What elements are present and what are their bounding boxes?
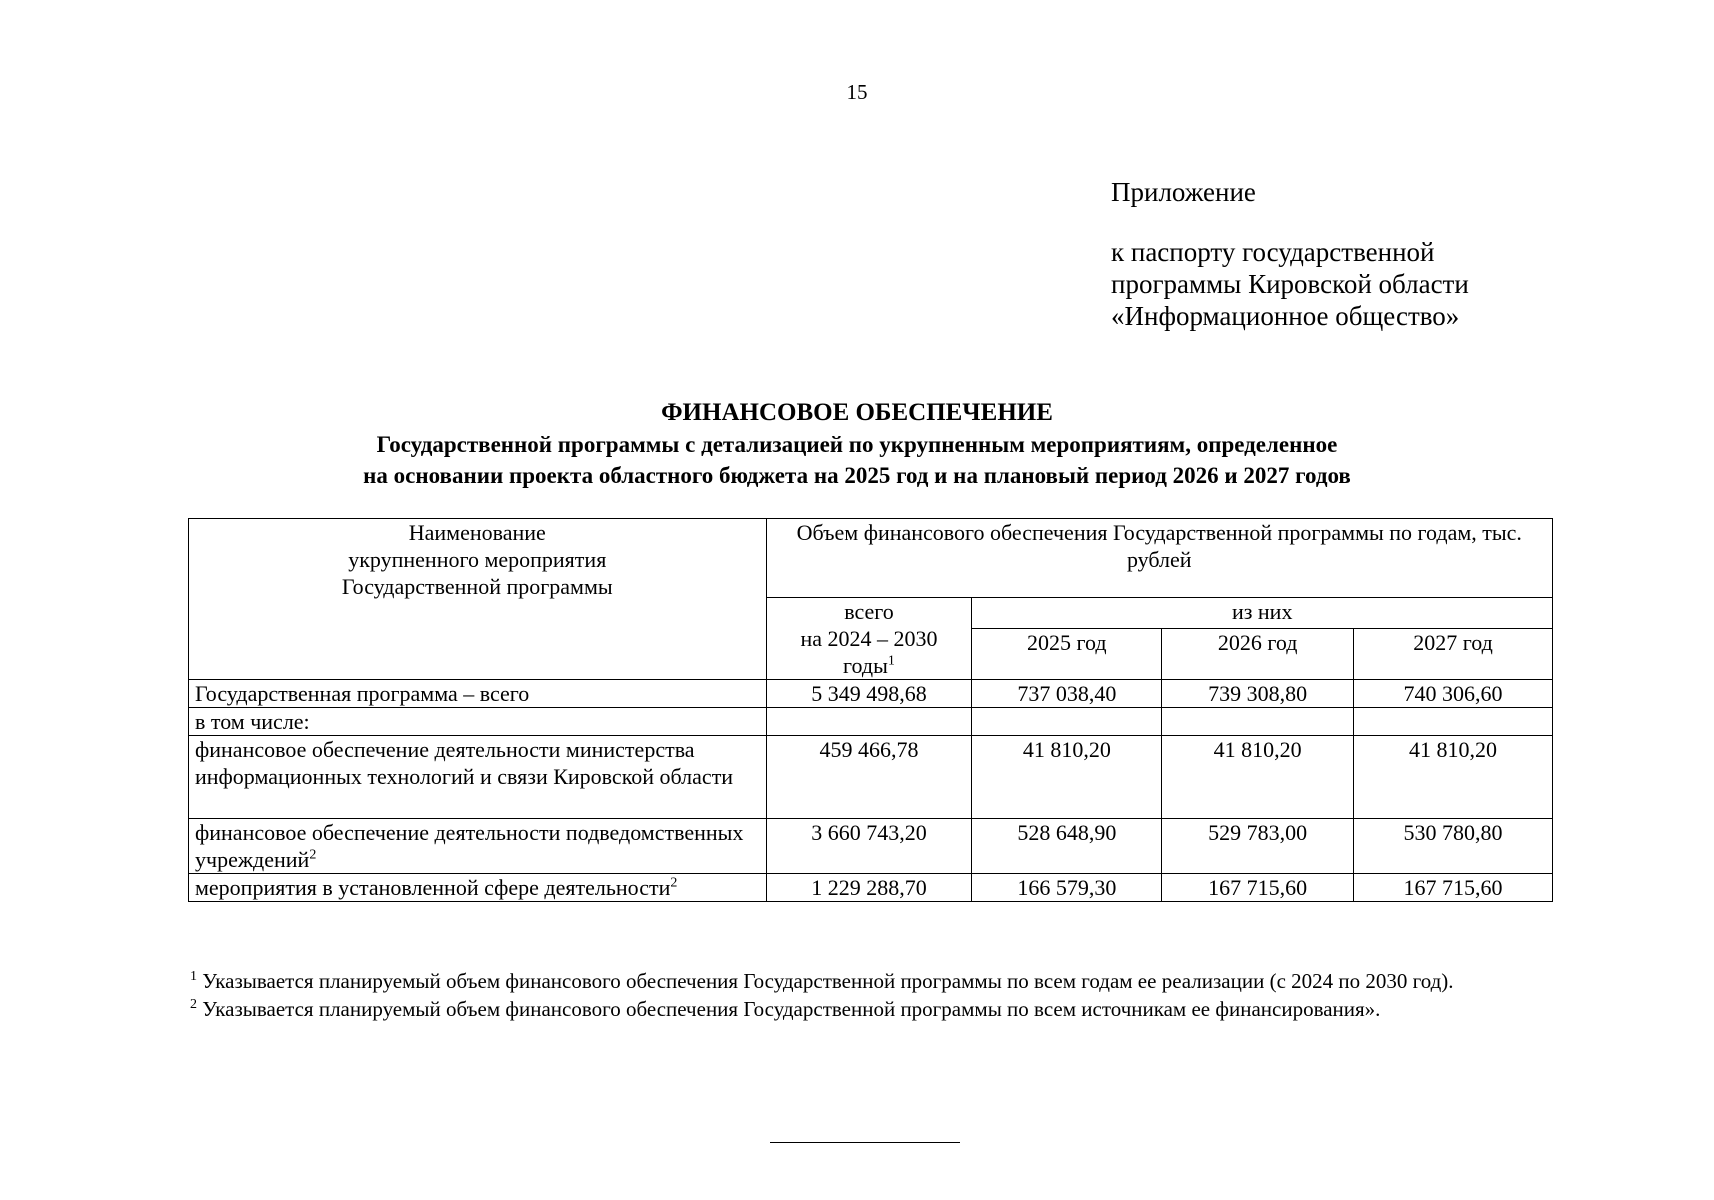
- appendix-line: программы Кировской области: [1111, 269, 1469, 299]
- footnote-text: Указывается планируемый объем финансового обеспечения Государственной программы по всем годам ее реализации (с 2024 по 2030 год).: [197, 969, 1454, 993]
- heading-subtitle-line: Государственной программы с детализацией по укрупненным мероприятиям, определенное: [376, 432, 1338, 457]
- row-value-cell: 41 810,20: [1162, 736, 1354, 819]
- header-total-line: [773, 652, 966, 679]
- row-value-cell: 530 780,80: [1354, 819, 1553, 874]
- row-name-cell: в том числе:: [189, 708, 767, 736]
- heading-title: ФИНАНСОВОЕ ОБЕСПЕЧЕНИЕ: [661, 399, 1053, 426]
- row-value-cell: 737 038,40: [972, 680, 1162, 708]
- header-year-cell: 2027 год: [1354, 629, 1553, 680]
- header-total-cell: [766, 598, 972, 680]
- row-value-cell: 528 648,90: [972, 819, 1162, 874]
- table-header-row: [189, 519, 1553, 598]
- row-name-text: финансовое обеспечение деятельности подведомственных учреждений: [195, 820, 744, 872]
- footnote-mark: 2: [190, 997, 197, 1012]
- footnote-ref: 2: [670, 875, 678, 891]
- header-total-line: всего: [844, 599, 894, 624]
- row-value-cell: 166 579,30: [972, 874, 1162, 902]
- row-value-cell: 5 349 498,68: [766, 680, 972, 708]
- header-year-cell: 2026 год: [1162, 629, 1354, 680]
- footnote-ref: 1: [887, 653, 895, 669]
- header-total-years: годы: [843, 653, 888, 678]
- row-value-cell: 740 306,60: [1354, 680, 1553, 708]
- appendix-title: Приложение: [1111, 177, 1256, 207]
- page-number: 15: [846, 80, 868, 104]
- header-name-line: укрупненного мероприятия: [348, 547, 607, 572]
- row-value-cell: [1354, 708, 1553, 736]
- header-of-which-cell: из них: [972, 598, 1553, 629]
- row-value-cell: [1162, 708, 1354, 736]
- table-row: [189, 736, 1553, 819]
- row-value-cell: 529 783,00: [1162, 819, 1354, 874]
- row-name-cell: Государственная программа – всего: [189, 680, 767, 708]
- row-value-cell: 739 308,80: [1162, 680, 1354, 708]
- row-value-cell: 41 810,20: [972, 736, 1162, 819]
- heading-subtitle: [0, 429, 1714, 491]
- financing-table: [188, 518, 1553, 902]
- appendix-block: [1111, 176, 1469, 332]
- table-row: [189, 680, 1553, 708]
- document-heading: [0, 397, 1714, 491]
- header-name-cell: [189, 519, 767, 680]
- footnote-ref: 2: [309, 847, 317, 863]
- row-value-cell: 167 715,60: [1162, 874, 1354, 902]
- row-name-cell: [189, 819, 767, 874]
- row-value-cell: 167 715,60: [1354, 874, 1553, 902]
- footnote-text: Указывается планируемый объем финансового обеспечения Государственной программы по всем источникам ее финансирования».: [197, 997, 1381, 1021]
- header-year-cell: 2025 год: [972, 629, 1162, 680]
- footnotes: [190, 967, 1553, 1023]
- footnote: [190, 995, 1553, 1023]
- table-row: [189, 708, 1553, 736]
- row-value-cell: 3 660 743,20: [766, 819, 972, 874]
- row-name-text: мероприятия в установленной сфере деятельности: [195, 875, 671, 900]
- heading-subtitle-line: на основании проекта областного бюджета на 2025 год и на плановый период 2026 и 2027 годов: [363, 463, 1351, 488]
- row-name-cell: финансовое обеспечение деятельности министерства информационных технологий и связи Кировской области: [189, 736, 767, 819]
- header-name-line: Наименование: [408, 520, 546, 545]
- row-value-cell: 41 810,20: [1354, 736, 1553, 819]
- header-total-line: на 2024 – 2030: [800, 626, 938, 651]
- table-row: [189, 819, 1553, 874]
- row-value-cell: 459 466,78: [766, 736, 972, 819]
- footnote: [190, 967, 1553, 995]
- row-value-cell: [972, 708, 1162, 736]
- appendix-line: к паспорту государственной: [1111, 237, 1435, 267]
- header-volume-cell: Объем финансового обеспечения Государственной программы по годам, тыс. рублей: [766, 519, 1552, 598]
- row-name-cell: [189, 874, 767, 902]
- end-rule: [770, 1142, 960, 1143]
- footnote-mark: 1: [190, 969, 197, 984]
- row-value-cell: [766, 708, 972, 736]
- table-row: [189, 874, 1553, 902]
- header-name-line: Государственной программы: [341, 574, 613, 599]
- appendix-line: «Информационное общество»: [1111, 301, 1460, 331]
- row-value-cell: 1 229 288,70: [766, 874, 972, 902]
